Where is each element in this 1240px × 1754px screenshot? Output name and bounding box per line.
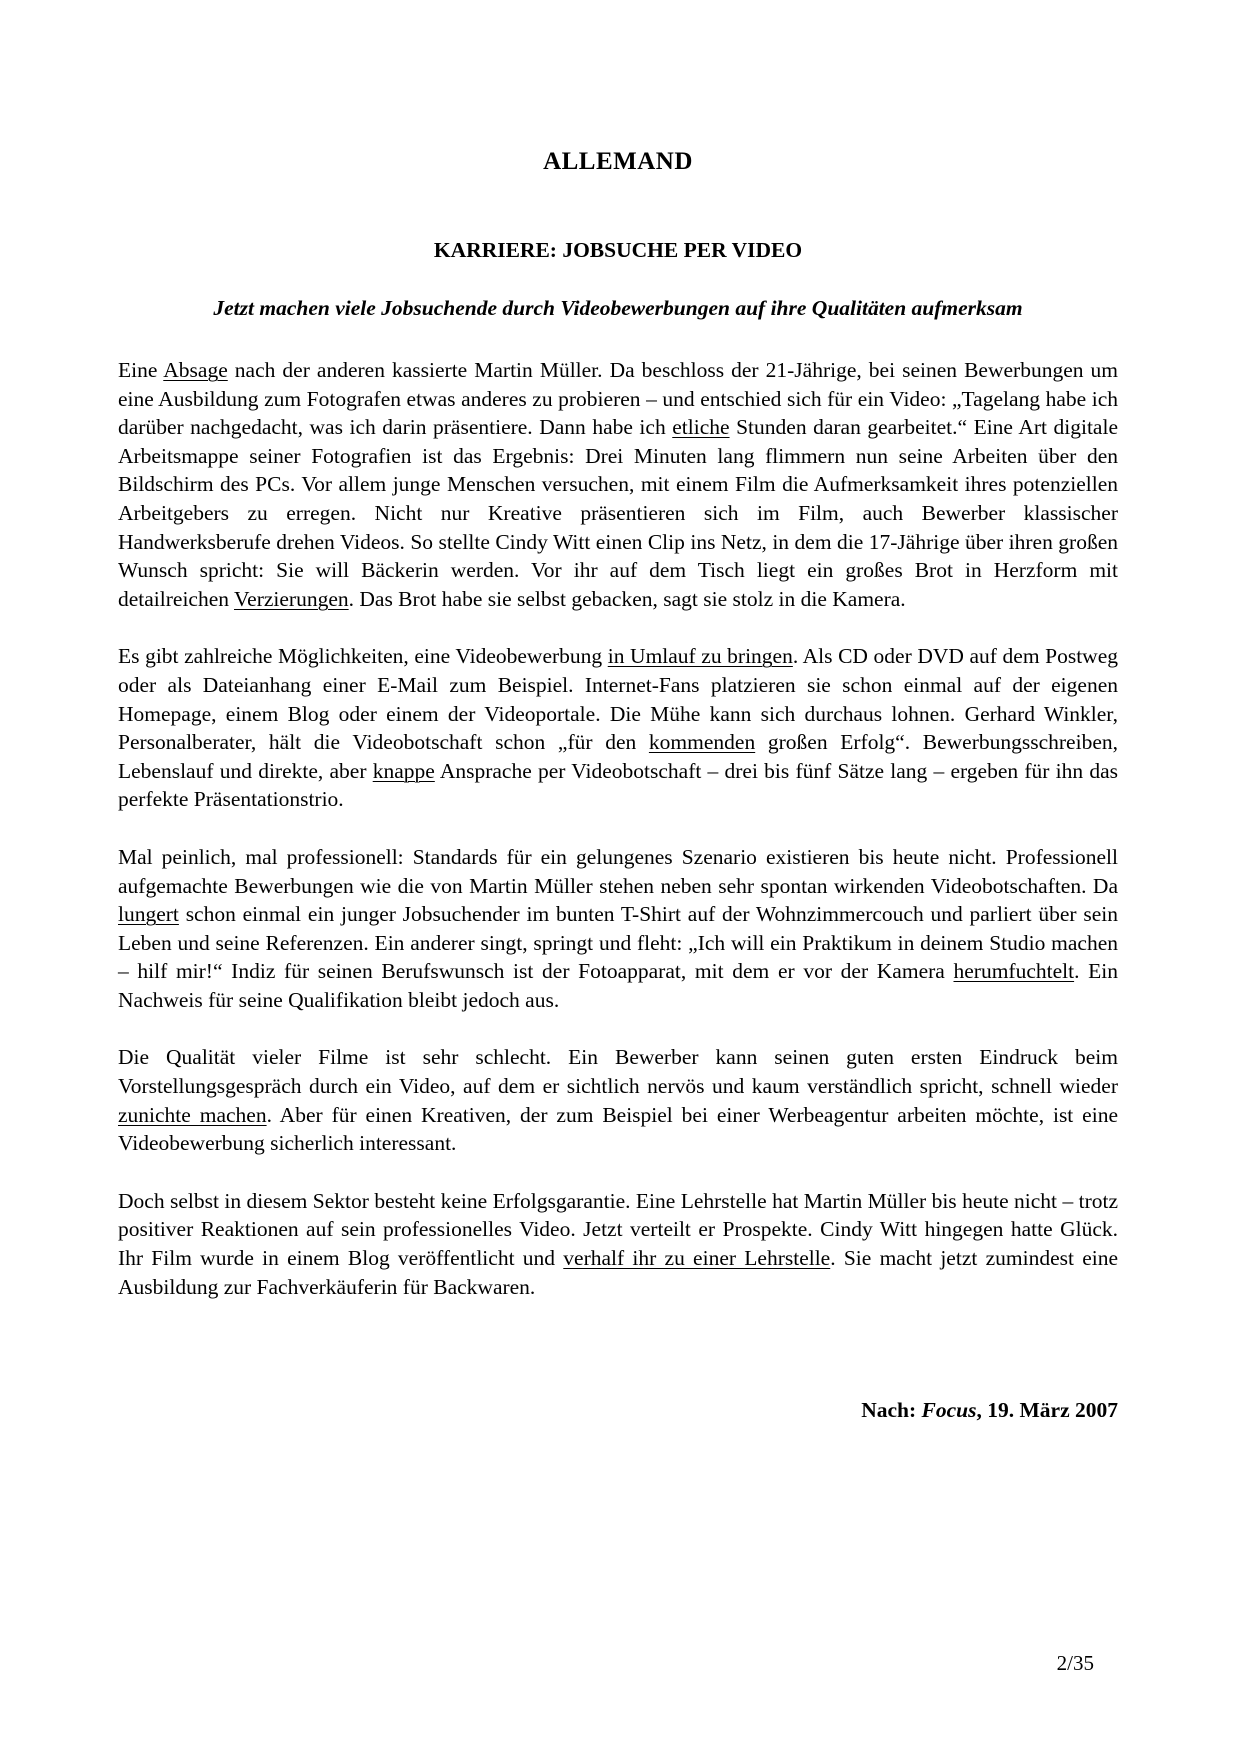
text-run: Es gibt zahlreiche Möglichkeiten, eine Videobewerbung bbox=[118, 644, 608, 669]
text-run: . Ein Nachweis für seine Qualifikation bleibt jedoch aus. bbox=[118, 959, 1118, 1012]
paragraph bbox=[118, 843, 1118, 1015]
underlined-term: Verzierungen bbox=[234, 586, 349, 611]
paragraph bbox=[118, 642, 1118, 814]
underlined-term: in Umlauf zu bringen bbox=[607, 644, 793, 669]
document-title: ALLEMAND bbox=[543, 148, 693, 175]
underlined-term: kommenden bbox=[648, 730, 756, 755]
text-run: Die Qualität vieler Filme ist sehr schlecht. Ein Bewerber kann seinen guten ersten Eindruck beim Vorstellungsgespräch durch ein Video, auf dem er sichtlich nervös und kaum verständlich spricht, schnell wieder bbox=[118, 1045, 1118, 1099]
text-run: . Sie macht jetzt zumindest eine Ausbildung zur Fachverkäuferin für Backwaren. bbox=[118, 1246, 1119, 1299]
source-publication: Focus bbox=[921, 1398, 977, 1422]
text-run: . Als CD oder DVD auf dem Postweg oder als Dateianhang einer E-Mail zum Beispiel. Internet-Fans platzieren sie schon einmal auf der eigenen Homepage, einem Blog oder einem der Videoportale. Die Mühe kann sich durchaus lohnen. Gerhard Winkler, Personalberater, hält die Videobotschaft schon „für den bbox=[118, 644, 1118, 755]
document-page bbox=[118, 0, 1118, 1754]
article-title: KARRIERE: JOBSUCHE PER VIDEO bbox=[433, 238, 803, 262]
text-run: . Das Brot habe sie selbst gebacken, sagt sie stolz in die Kamera. bbox=[348, 586, 906, 611]
text-run: . Aber für einen Kreativen, der zum Beispiel bei einer Werbeagentur arbeiten möchte, ist eine Videobewerbung sicherlich interessant. bbox=[118, 1102, 1118, 1156]
article-lead: Jetzt machen viele Jobsuchende durch Videobewerbungen auf ihre Qualitäten aufmerksam bbox=[213, 296, 1023, 320]
text-run: Eine bbox=[118, 358, 164, 382]
underlined-term: verhalf ihr zu einer Lehrstelle bbox=[563, 1246, 831, 1271]
text-run: schon einmal ein junger Jobsuchender im bunten T-Shirt auf der Wohnzimmercouch und parliert über sein Leben und seine Referenzen. Ein anderer singt, springt und fleht: „Ich will ein Praktikum in deinem Studio machen – hilf mir!“ Indiz für seinen Berufswunsch ist der Fotoapparat, mit dem er vor der Kamera bbox=[118, 902, 1118, 984]
source-date: , 19. März 2007 bbox=[976, 1398, 1118, 1422]
article-body bbox=[118, 356, 1118, 1330]
paragraph bbox=[118, 356, 1118, 613]
text-run: Mal peinlich, mal professionell: Standards für ein gelungenes Szenario existieren bis heute nicht. Professionell aufgemachte Bewerbungen wie die von Martin Müller stehen neben sehr spontan wirkenden Videobotschaften. Da bbox=[118, 844, 1118, 898]
underlined-term: knappe bbox=[372, 758, 435, 783]
paragraph bbox=[118, 1043, 1118, 1157]
source-prefix: Nach: bbox=[861, 1398, 922, 1422]
underlined-term: herumfuchtelt bbox=[953, 959, 1075, 984]
source-citation bbox=[861, 1398, 1118, 1423]
underlined-term: Absage bbox=[163, 358, 228, 382]
page-number: 2/35 bbox=[1056, 1651, 1094, 1675]
text-run: Stunden daran gearbeitet.“ Eine Art digitale Arbeitsmappe seiner Fotografien ist das Ergebnis: Drei Minuten lang flimmern nun seine Arbeiten über den Bildschirm des PCs. Vor allem junge Menschen versuchen, mit einem Film die Aufmerksamkeit ihres potenziellen Arbeitgebers zu erregen. Nicht nur Kreative präsentieren sich im Film, auch Bewerber klassischer Handwerksberufe drehen Videos. So stellte Cindy Witt einen Clip ins Netz, in dem die 17-Jährige über ihren großen Wunsch spricht: Sie will Bäckerin werden. Vor ihr auf dem Tisch liegt ein großes Brot in Herzform mit detailreichen bbox=[118, 415, 1118, 611]
text-run: großen Erfolg“. Bewerbungsschreiben, Lebenslauf und direkte, aber bbox=[118, 730, 1118, 783]
paragraph bbox=[118, 1187, 1118, 1301]
text-run: nach der anderen kassierte Martin Müller. Da beschloss der 21-Jährige, bei seinen Bewerbungen um eine Ausbildung zum Fotografen etwas anderes zu probieren – und entschied sich für ein Video: „Tagelang habe ich darüber nachgedacht, was ich darin präsentiere. Dann habe ich bbox=[118, 358, 1118, 440]
text-run: Ansprache per Videobotschaft – drei bis fünf Sätze lang – ergeben für ihn das perfekte Präsentationstrio. bbox=[118, 758, 1118, 812]
underlined-term: zunichte machen bbox=[118, 1102, 267, 1127]
text-run: Doch selbst in diesem Sektor besteht keine Erfolgsgarantie. Eine Lehrstelle hat Martin Müller bis heute nicht – trotz positiver Reaktionen auf sein professionelles Video. Jetzt verteilt er Prospekte. Cindy Witt hingegen hatte Glück. Ihr Film wurde in einem Blog veröffentlicht und bbox=[118, 1188, 1118, 1271]
underlined-term: lungert bbox=[118, 902, 179, 927]
underlined-term: etliche bbox=[672, 415, 730, 440]
